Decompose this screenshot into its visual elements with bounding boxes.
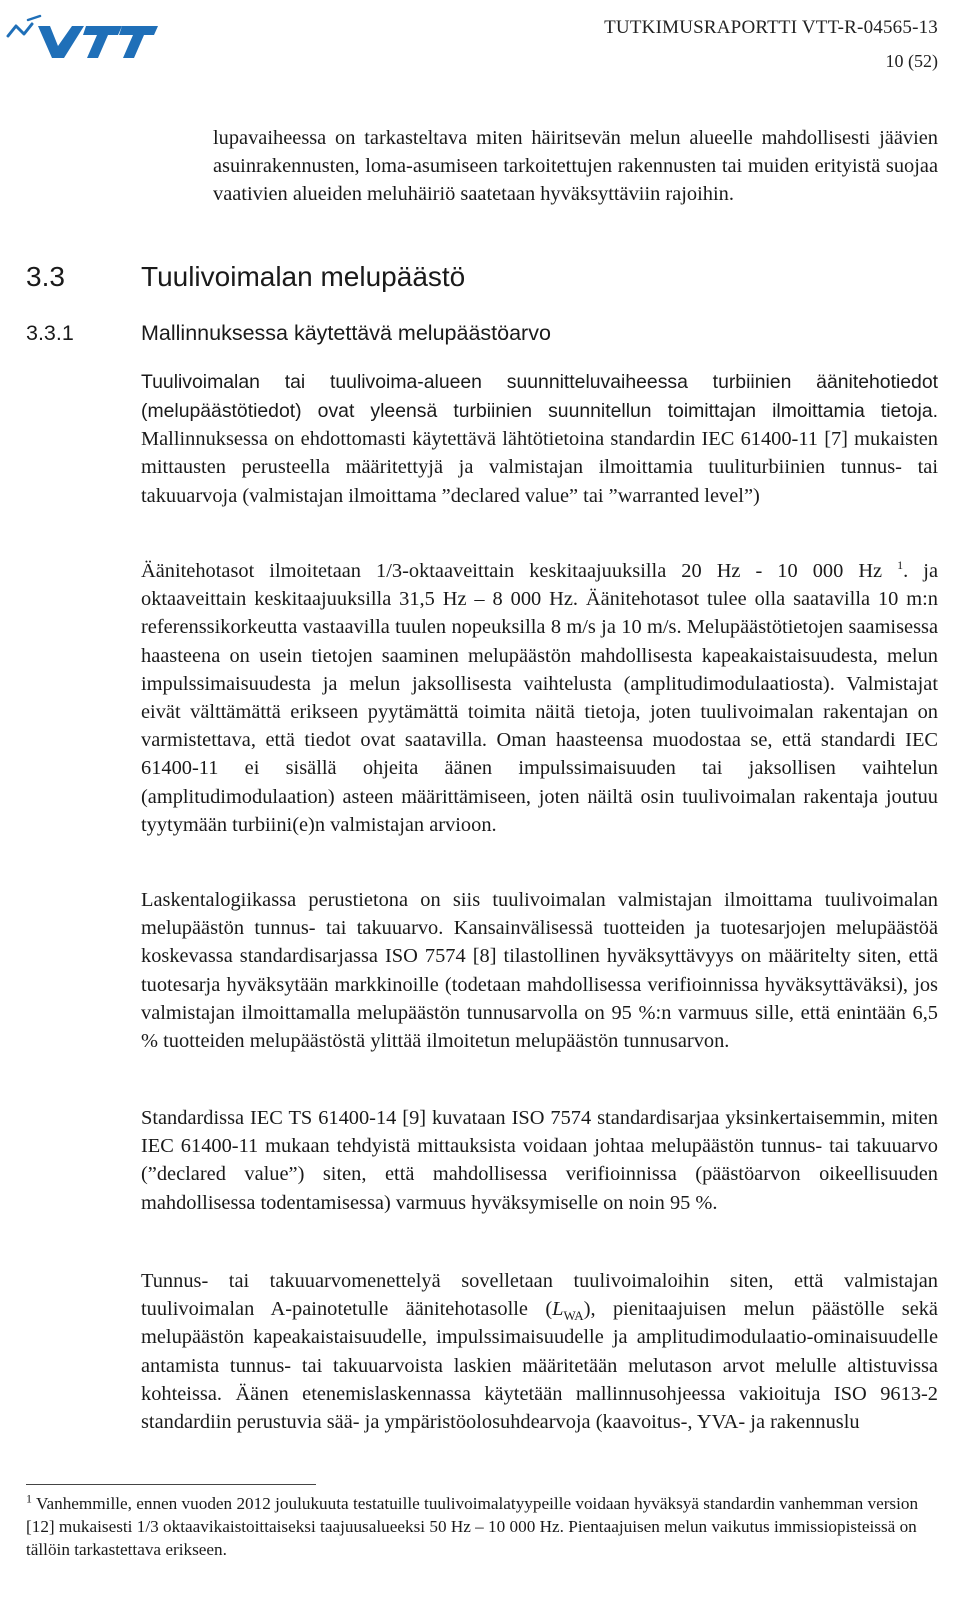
footnote-marker: 1 xyxy=(26,1491,32,1506)
paragraph-1 xyxy=(141,368,938,510)
page-number: 10 (52) xyxy=(885,51,938,71)
paragraph-2 xyxy=(141,557,938,839)
paragraph-5-start: Tunnus- tai takuuarvomenettelyä sovelletaan tuulivoimaloihin siten, että valmistajan tuulivoimalan A-painotetulle äänitehotasolle ( xyxy=(141,1270,938,1321)
section-number: 3.3 xyxy=(26,261,65,292)
paragraph-2-rest: . ja oktaaveittain keskitaajuuksilla 31,5 Hz – 8 000 Hz. Äänitehotasot tulee olla saatavilla 10 m:n referenssikorkeutta vastaavilla tuulen nopeuksilla 8 m/s ja 10 m/s. Melupäästötietojen saamisessa haasteena on usein tietojen saaminen melupäästön mahdollisesta kapeakaistaisuudesta, melun impulssimaisuudesta ja melun jaksollisesta vaihtelusta (amplitudimodulaatiosta). Valmistajat eivät välttämättä erikseen pyytämättä toimita näitä tietoja, joten tuulivoimalan rakentajan on varmistettava, että tiedot ovat saatavilla. Oman haasteensa muodostaa se, että standardi IEC 61400-11 ei sisällä ohjeita äänen impulssimaisuuden tai jaksollisen vaihtelun (amplitudimodulaation) asteen määrittämiseen, joten näiltä osin tuulivoimalan rakentaja joutuu tyytymään turbiini(e)n valmistajan arvioon. xyxy=(141,560,938,836)
vtt-logo xyxy=(6,6,158,62)
paragraph-2-start: Äänitehotasot ilmoitetaan 1/3-oktaaveittain keskitaajuuksilla 20 Hz - 10 000 Hz xyxy=(141,560,883,582)
footnote xyxy=(26,1492,940,1561)
intro-paragraph: lupavaiheessa on tarkasteltava miten häiritsevän melun alueelle mahdollisesti jäävien asuinrakennusten, loma-asumiseen tarkoitettujen rakennusten tai muiden erityistä suojaa vaativien alueiden meluhäiriö saatetaan hyväksyttäviin rajoihin. xyxy=(213,127,938,206)
subsection-title: Mallinnuksessa käytettävä melupäästöarvo xyxy=(141,321,551,345)
subsection-heading xyxy=(26,321,551,346)
footnote-text: Vanhemmille, ennen vuoden 2012 joulukuuta testatuille tuulivoimalatyypeille voidaan hyväksyä standardin vanhemman version [12] mukaisesti 1/3 oktaavikaistoittaiseksi taajuusalueeksi 50 Hz – 10 000 Hz. Pientaajuisen melun vaikutus immissiopisteissä on tällöin tarkastettava erikseen. xyxy=(26,1494,919,1559)
paragraph-5 xyxy=(141,1267,938,1436)
paragraph-1-serif-part: Mallinnuksessa on ehdottomasti käytettävä lähtötietoina standardin IEC 61400-11 [7] mukaisten mittausten perusteella määritettyjä ja valmistajan ilmoittamia tuuliturbiinien tunnus- tai takuuarvoja (valmistajan ilmoittama ”declared value” tai ”warranted level”) xyxy=(141,428,938,507)
paragraph-4: Standardissa IEC TS 61400-14 [9] kuvataan ISO 7574 standardisarjaa yksinkertaisemmin, miten IEC 61400-11 mukaan tehdyistä mittauksista voidaan johtaa melupäästön tunnus- tai takuuarvo (”declared value”) siten, että mahdollisessa verifioinnissa (päästöarvon oikeellisuuden mahdollisessa todentamisessa) varmuus hyväksymiselle on noin 95 %. xyxy=(141,1107,938,1214)
paragraph-1-sans-part: Tuulivoimalan tai tuulivoima-alueen suunnitteluvaiheessa turbiinien äänitehotiedot (melupäästötiedot) ovat yleensä turbiinien suunnitellun toimittajan ilmoittamia tietoja. xyxy=(141,371,938,422)
paragraph-5-rest: ), pienitaajuisen melun päästölle sekä melupäästön kapeakaistaisuudelle, impulssimaisuudelle ja amplitudimodulaatio-ominaisuudelle antamista tunnus- tai takuuarvoista laskien määritetään melutason arvot melulle altistuvissa kohteissa. Äänen etenemislaskennassa käytetään mallinnusohjeessa vakioituja ISO 9613-2 standardiin perustuvia sää- ja ympäristöolosuhdearvoja (kaavoitus-, YVA- ja rakennuslu xyxy=(141,1298,938,1434)
report-id: TUTKIMUSRAPORTTI VTT-R-04565-13 xyxy=(604,17,938,38)
footnote-divider xyxy=(26,1484,316,1485)
section-title: Tuulivoimalan melupäästö xyxy=(141,261,466,292)
subsection-number: 3.3.1 xyxy=(26,321,74,345)
paragraph-3: Laskentalogiikassa perustietona on siis tuulivoimalan valmistajan ilmoittama tuulivoimalan melupäästön tunnus- tai takuuarvo. Kansainvälisessä tuotteiden ja tuotesarjojen melupäästöä koskevassa standardisarjassa ISO 7574 [8] tilastollinen hyväksyttävyys on määritelty siten, että tuotesarja hyväksytään markkinoille (todetaan mahdollisessa verifioinnissa hyväksyttäväksi), jos valmistajan ilmoittamalla melupäästön tunnusarvolla on 95 %:n varmuus sille, että enintään 6,5 % tuotteiden melupäästöstä ylittää ilmoitetun melupäästön tunnusarvon. xyxy=(141,889,938,1053)
symbol-L: L xyxy=(552,1298,564,1321)
symbol-subscript: WA xyxy=(563,1308,584,1324)
section-heading xyxy=(26,261,465,293)
footnote-ref: 1 xyxy=(897,558,904,573)
